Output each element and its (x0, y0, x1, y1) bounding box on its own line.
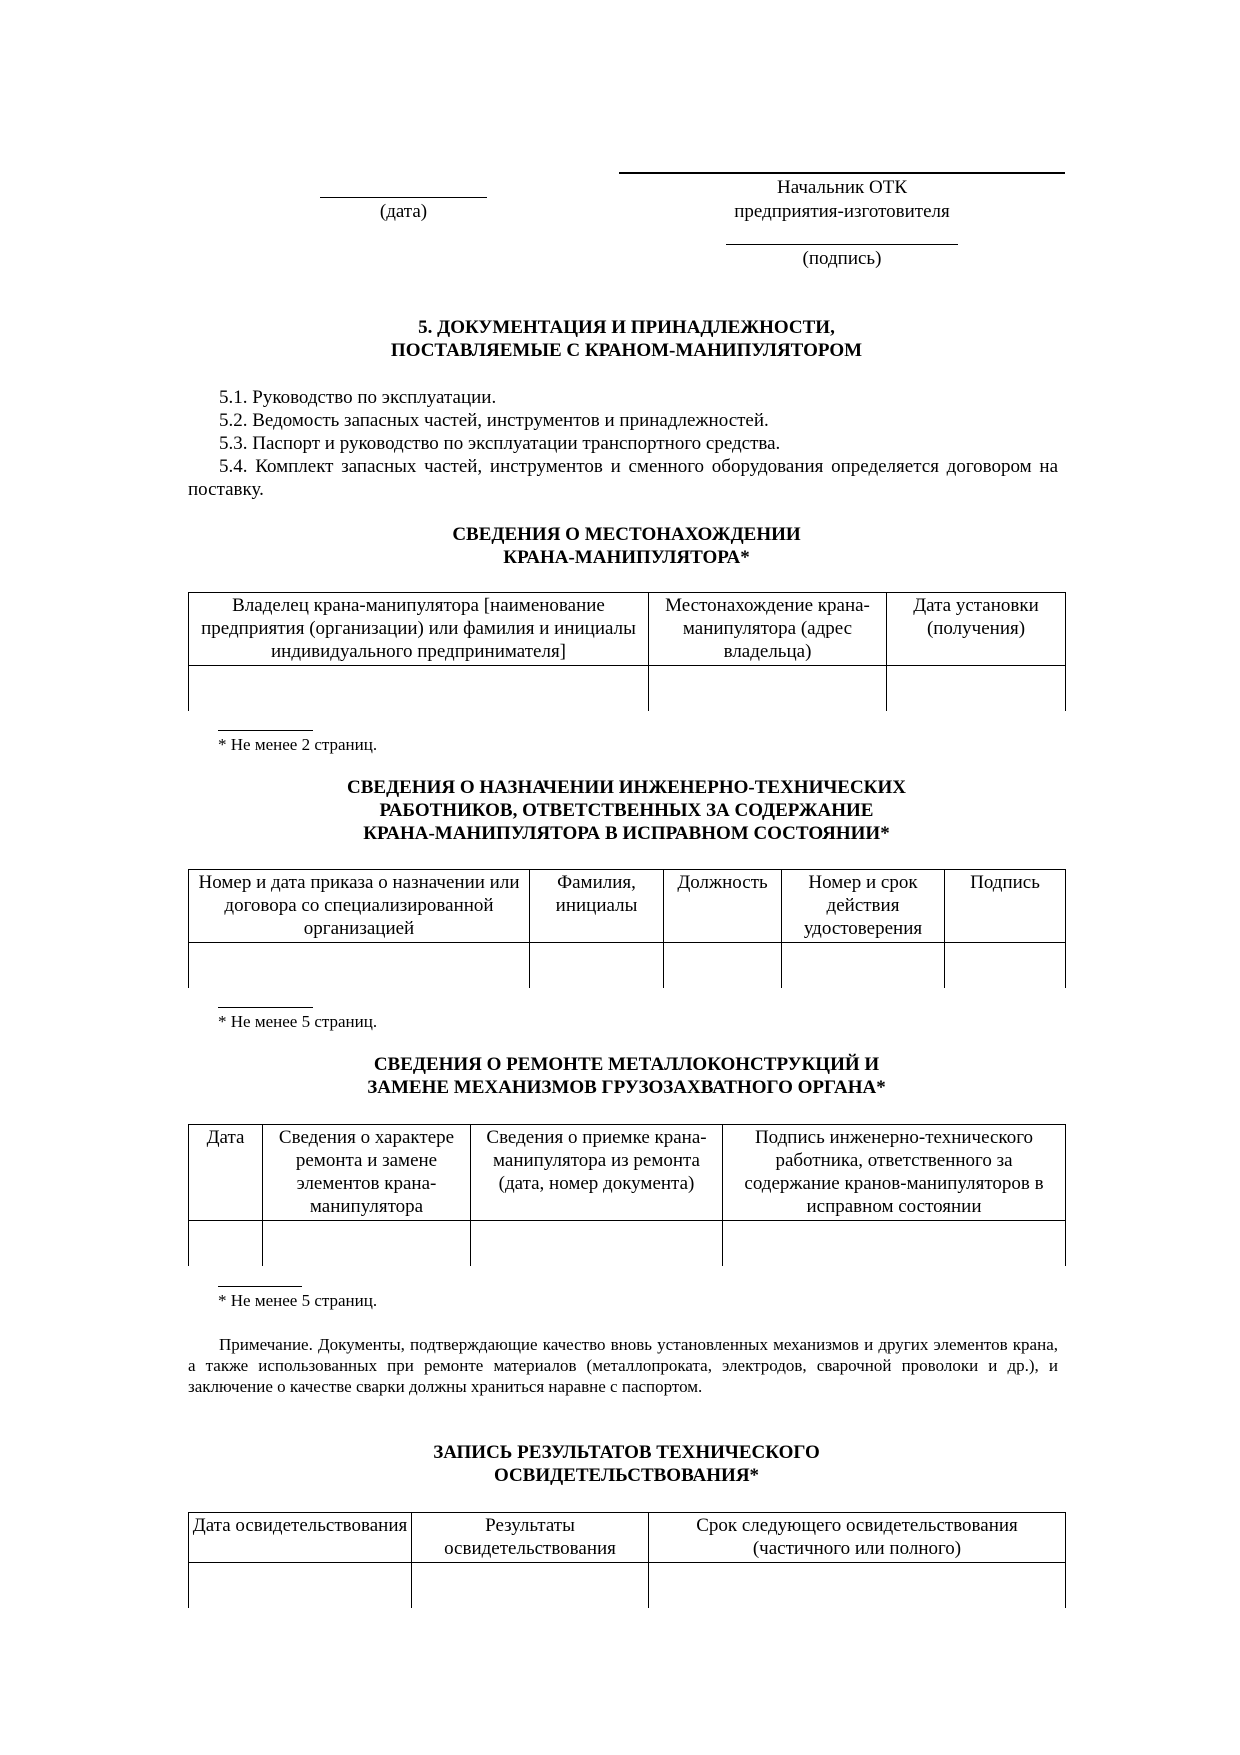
staff-title-line1: СВЕДЕНИЯ О НАЗНАЧЕНИИ ИНЖЕНЕРНО-ТЕХНИЧЕСКИХ (347, 777, 906, 798)
inspection-header-date: Дата освидетельствования (189, 1513, 412, 1563)
staff-header-order: Номер и дата приказа о назначении или договора со специализированной организацией (189, 870, 530, 943)
table-row (189, 666, 1066, 711)
inspection-table (188, 1512, 1066, 1608)
staff-table (188, 869, 1066, 988)
date-line (320, 197, 487, 198)
section5-title-line2: ПОСТАВЛЯЕМЫЕ С КРАНОМ-МАНИПУЛЯТОРОМ (390, 340, 863, 361)
inspection-title-line2: ОСВИДЕТЕЛЬСТВОВАНИЯ* (493, 1465, 760, 1486)
inspection-header-next: Срок следующего освидетельствования (частичного или полного) (649, 1513, 1066, 1563)
staff-title-line2: РАБОТНИКОВ, ОТВЕТСТВЕННЫХ ЗА СОДЕРЖАНИЕ (379, 800, 874, 821)
location-title-line1: СВЕДЕНИЯ О МЕСТОНАХОЖДЕНИИ (452, 524, 801, 545)
table-cell[interactable] (189, 943, 530, 988)
repair-footnote: * Не менее 5 страниц. (218, 1291, 378, 1310)
staff-title-line3: КРАНА-МАНИПУЛЯТОРА В ИСПРАВНОМ СОСТОЯНИИ* (363, 823, 890, 844)
footnote-rule (218, 1286, 302, 1287)
location-footnote: * Не менее 2 страниц. (218, 735, 378, 754)
location-header-place: Местонахождение крана-манипулятора (адрес владельца) (649, 593, 887, 666)
section5-item-1: 5.1. Руководство по эксплуатации. (219, 387, 497, 408)
repair-title-line1: СВЕДЕНИЯ О РЕМОНТЕ МЕТАЛЛОКОНСТРУКЦИЙ И (373, 1054, 880, 1075)
location-title-line2: КРАНА-МАНИПУЛЯТОРА* (503, 547, 750, 568)
repair-header-nature: Сведения о характере ремонта и замене элементов крана-манипулятора (263, 1125, 471, 1221)
repair-header-date: Дата (189, 1125, 263, 1221)
table-cell[interactable] (782, 943, 945, 988)
location-header-owner: Владелец крана-манипулятора [наименование предприятия (организации) или фамилия и инициалы индивидуального предпринимателя] (189, 593, 649, 666)
table-cell[interactable] (189, 666, 649, 711)
section5-item-3: 5.3. Паспорт и руководство по эксплуатации транспортного средства. (219, 433, 781, 454)
section5-title-line1: 5. ДОКУМЕНТАЦИЯ И ПРИНАДЛЕЖНОСТИ, (418, 317, 835, 338)
staff-footnote: * Не менее 5 страниц. (218, 1012, 378, 1031)
staff-header-certificate: Номер и срок действия удостоверения (782, 870, 945, 943)
table-cell[interactable] (945, 943, 1066, 988)
repair-title-line2: ЗАМЕНЕ МЕХАНИЗМОВ ГРУЗОЗАХВАТНОГО ОРГАНА* (367, 1077, 886, 1098)
table-row (189, 1221, 1066, 1266)
table-cell[interactable] (530, 943, 664, 988)
otk-title-line1: Начальник ОТК (776, 177, 907, 198)
staff-header-position: Должность (664, 870, 782, 943)
table-cell[interactable] (723, 1221, 1066, 1266)
otk-title-line2: предприятия-изготовителя (734, 201, 950, 222)
table-cell[interactable] (189, 1221, 263, 1266)
section5-item-2: 5.2. Ведомость запасных частей, инструментов и принадлежностей. (219, 410, 769, 431)
inspection-header-results: Результаты освидетельствования (412, 1513, 649, 1563)
location-header-date: Дата установки (получения) (887, 593, 1066, 666)
signature-label: (подпись) (802, 248, 882, 269)
inspection-title-line1: ЗАПИСЬ РЕЗУЛЬТАТОВ ТЕХНИЧЕСКОГО (433, 1442, 820, 1463)
table-cell[interactable] (189, 1563, 412, 1608)
date-label: (дата) (379, 201, 428, 222)
repair-header-signature: Подпись инженерно-технического работника, ответственного за содержание кранов-манипуляторов в исправном состоянии (723, 1125, 1066, 1221)
staff-header-signature: Подпись (945, 870, 1066, 943)
table-row (189, 943, 1066, 988)
table-row (189, 1563, 1066, 1608)
repair-header-acceptance: Сведения о приемке крана-манипулятора из ремонта (дата, номер документа) (471, 1125, 723, 1221)
table-cell[interactable] (649, 666, 887, 711)
table-cell[interactable] (649, 1563, 1066, 1608)
table-cell[interactable] (471, 1221, 723, 1266)
footnote-rule (218, 1007, 313, 1008)
footnote-rule (218, 730, 313, 731)
signature-line (726, 244, 958, 245)
repair-note: Примечание. Документы, подтверждающие качество вновь установленных механизмов и других элементов крана, а также использованных при ремонте материалов (металлопроката, электродов, сварочной проволоки и др.), и заключение о качестве сварки должны храниться наравне с паспортом. (188, 1335, 1058, 1396)
top-rule (619, 172, 1065, 174)
table-cell[interactable] (412, 1563, 649, 1608)
table-cell[interactable] (887, 666, 1066, 711)
staff-header-name: Фамилия, инициалы (530, 870, 664, 943)
section5-item-4: 5.4. Комплект запасных частей, инструментов и сменного оборудования определяется договором на поставку. (188, 456, 1058, 500)
table-cell[interactable] (664, 943, 782, 988)
repair-table (188, 1124, 1066, 1266)
table-cell[interactable] (263, 1221, 471, 1266)
location-table (188, 592, 1066, 711)
